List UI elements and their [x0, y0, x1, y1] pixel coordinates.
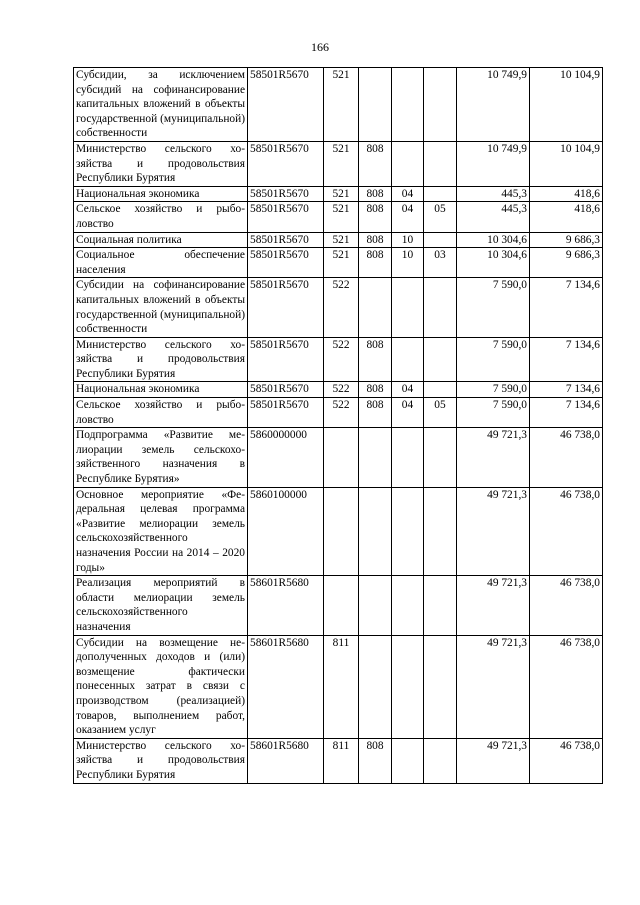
row-target-article: 58501R5670 [248, 337, 324, 382]
row-subsection: 05 [424, 398, 457, 428]
row-section: 04 [392, 398, 424, 428]
row-section [392, 278, 424, 337]
row-section: 04 [392, 382, 424, 398]
table-row [74, 635, 603, 738]
row-sum-year-2: 10 104,9 [530, 141, 603, 186]
row-target-article: 58501R5670 [248, 68, 324, 142]
row-sum-year-1: 7 590,0 [457, 337, 530, 382]
row-expense-type: 522 [324, 398, 359, 428]
row-expense-type: 521 [324, 186, 359, 202]
row-ministry-code: 808 [359, 248, 392, 278]
row-ministry-code: 808 [359, 141, 392, 186]
row-target-article: 58501R5670 [248, 398, 324, 428]
row-section: 04 [392, 202, 424, 232]
row-sum-year-1: 445,3 [457, 202, 530, 232]
row-target-article: 58501R5670 [248, 232, 324, 248]
row-sum-year-1: 7 590,0 [457, 278, 530, 337]
row-name: Субсидии на софинансирование капитальных вложений в объекты государственной (муниципальной) собственности [74, 278, 248, 337]
row-expense-type: 522 [324, 278, 359, 337]
table-row [74, 738, 603, 783]
row-sum-year-1: 7 590,0 [457, 398, 530, 428]
row-name: Министерство сельского хозяйства и продовольствия Республики Бурятия [74, 738, 248, 783]
row-sum-year-2: 46 738,0 [530, 487, 603, 576]
row-subsection: 05 [424, 202, 457, 232]
row-section [392, 487, 424, 576]
row-subsection [424, 576, 457, 635]
row-target-article: 58601R5680 [248, 576, 324, 635]
row-subsection [424, 487, 457, 576]
row-ministry-code: 808 [359, 337, 392, 382]
table-row [74, 428, 603, 487]
row-expense-type [324, 576, 359, 635]
row-sum-year-1: 445,3 [457, 186, 530, 202]
row-name: Основное мероприятие «Федеральная целевая программа «Развитие мелиорации земель сельскохозяйственного назначения России на 2014 – 2020 годы» [74, 487, 248, 576]
row-name: Национальная экономика [74, 186, 248, 202]
table-row [74, 232, 603, 248]
row-subsection [424, 141, 457, 186]
page-number: 166 [311, 40, 329, 54]
row-sum-year-1: 7 590,0 [457, 382, 530, 398]
row-target-article: 58501R5670 [248, 141, 324, 186]
row-expense-type [324, 487, 359, 576]
row-section: 10 [392, 232, 424, 248]
table-row [74, 248, 603, 278]
row-sum-year-2: 418,6 [530, 186, 603, 202]
row-sum-year-2: 7 134,6 [530, 382, 603, 398]
row-sum-year-2: 418,6 [530, 202, 603, 232]
row-name: Министерство сельского хозяйства и продовольствия Республики Бурятия [74, 337, 248, 382]
row-ministry-code: 808 [359, 186, 392, 202]
budget-table [73, 67, 603, 784]
row-section: 10 [392, 248, 424, 278]
row-expense-type: 521 [324, 248, 359, 278]
row-expense-type: 522 [324, 337, 359, 382]
row-subsection [424, 428, 457, 487]
row-sum-year-1: 49 721,3 [457, 428, 530, 487]
row-name: Подпрограмма «Развитие мелиорации земель сельскохозяйственного назначения в Республике Бурятия» [74, 428, 248, 487]
row-name: Субсидии, за исключением субсидий на софинансирование капитальных вложений в объекты государственной (муниципальной) собственности [74, 68, 248, 142]
row-subsection [424, 68, 457, 142]
row-sum-year-2: 46 738,0 [530, 428, 603, 487]
table-row [74, 576, 603, 635]
row-sum-year-1: 10 749,9 [457, 68, 530, 142]
table-row [74, 68, 603, 142]
row-target-article: 5860100000 [248, 487, 324, 576]
table-row [74, 382, 603, 398]
row-subsection: 03 [424, 248, 457, 278]
row-subsection [424, 232, 457, 248]
row-name: Национальная экономика [74, 382, 248, 398]
row-sum-year-2: 46 738,0 [530, 635, 603, 738]
row-target-article: 58501R5670 [248, 278, 324, 337]
row-name: Министерство сельского хозяйства и продовольствия Республики Бурятия [74, 141, 248, 186]
row-section [392, 68, 424, 142]
row-target-article: 5860000000 [248, 428, 324, 487]
row-subsection [424, 635, 457, 738]
row-ministry-code: 808 [359, 382, 392, 398]
row-target-article: 58601R5680 [248, 738, 324, 783]
row-expense-type: 521 [324, 202, 359, 232]
row-section [392, 337, 424, 382]
table-row [74, 141, 603, 186]
row-section [392, 738, 424, 783]
row-ministry-code [359, 635, 392, 738]
row-sum-year-1: 10 304,6 [457, 232, 530, 248]
row-ministry-code: 808 [359, 398, 392, 428]
row-target-article: 58501R5670 [248, 382, 324, 398]
table-row [74, 186, 603, 202]
table-row [74, 337, 603, 382]
row-name: Сельское хозяйство и рыболовство [74, 398, 248, 428]
row-name: Субсидии на возмещение недополученных доходов и (или) возмещение фактически понесенных затрат в связи с производством (реализацией) товаров, выполнением работ, оказанием услуг [74, 635, 248, 738]
row-ministry-code: 808 [359, 202, 392, 232]
row-expense-type: 521 [324, 141, 359, 186]
row-name: Социальное обеспечение населения [74, 248, 248, 278]
row-sum-year-1: 10 304,6 [457, 248, 530, 278]
row-target-article: 58501R5670 [248, 248, 324, 278]
row-subsection [424, 186, 457, 202]
row-section [392, 141, 424, 186]
row-sum-year-1: 49 721,3 [457, 576, 530, 635]
row-ministry-code: 808 [359, 738, 392, 783]
row-target-article: 58501R5670 [248, 186, 324, 202]
row-expense-type [324, 428, 359, 487]
row-sum-year-2: 9 686,3 [530, 248, 603, 278]
table-row [74, 202, 603, 232]
row-sum-year-1: 49 721,3 [457, 487, 530, 576]
row-expense-type: 811 [324, 635, 359, 738]
row-sum-year-1: 49 721,3 [457, 635, 530, 738]
row-subsection [424, 738, 457, 783]
row-expense-type: 811 [324, 738, 359, 783]
table-row [74, 487, 603, 576]
row-name: Сельское хозяйство и рыболовство [74, 202, 248, 232]
row-sum-year-1: 49 721,3 [457, 738, 530, 783]
row-ministry-code: 808 [359, 232, 392, 248]
row-section [392, 635, 424, 738]
row-ministry-code [359, 68, 392, 142]
row-sum-year-2: 46 738,0 [530, 576, 603, 635]
row-sum-year-2: 9 686,3 [530, 232, 603, 248]
row-section: 04 [392, 186, 424, 202]
row-section [392, 428, 424, 487]
row-expense-type: 521 [324, 68, 359, 142]
row-subsection [424, 278, 457, 337]
row-ministry-code [359, 576, 392, 635]
row-expense-type: 522 [324, 382, 359, 398]
row-subsection [424, 382, 457, 398]
row-sum-year-2: 7 134,6 [530, 337, 603, 382]
row-sum-year-2: 46 738,0 [530, 738, 603, 783]
row-target-article: 58501R5670 [248, 202, 324, 232]
table-body [74, 68, 603, 784]
row-expense-type: 521 [324, 232, 359, 248]
row-subsection [424, 337, 457, 382]
row-target-article: 58601R5680 [248, 635, 324, 738]
row-ministry-code [359, 428, 392, 487]
row-name: Социальная политика [74, 232, 248, 248]
row-ministry-code [359, 487, 392, 576]
row-sum-year-1: 10 749,9 [457, 141, 530, 186]
row-section [392, 576, 424, 635]
row-sum-year-2: 7 134,6 [530, 278, 603, 337]
row-ministry-code [359, 278, 392, 337]
row-sum-year-2: 7 134,6 [530, 398, 603, 428]
row-sum-year-2: 10 104,9 [530, 68, 603, 142]
row-name: Реализация мероприятий в области мелиорации земель сельскохозяйственного назначения [74, 576, 248, 635]
table-row [74, 278, 603, 337]
table-row [74, 398, 603, 428]
